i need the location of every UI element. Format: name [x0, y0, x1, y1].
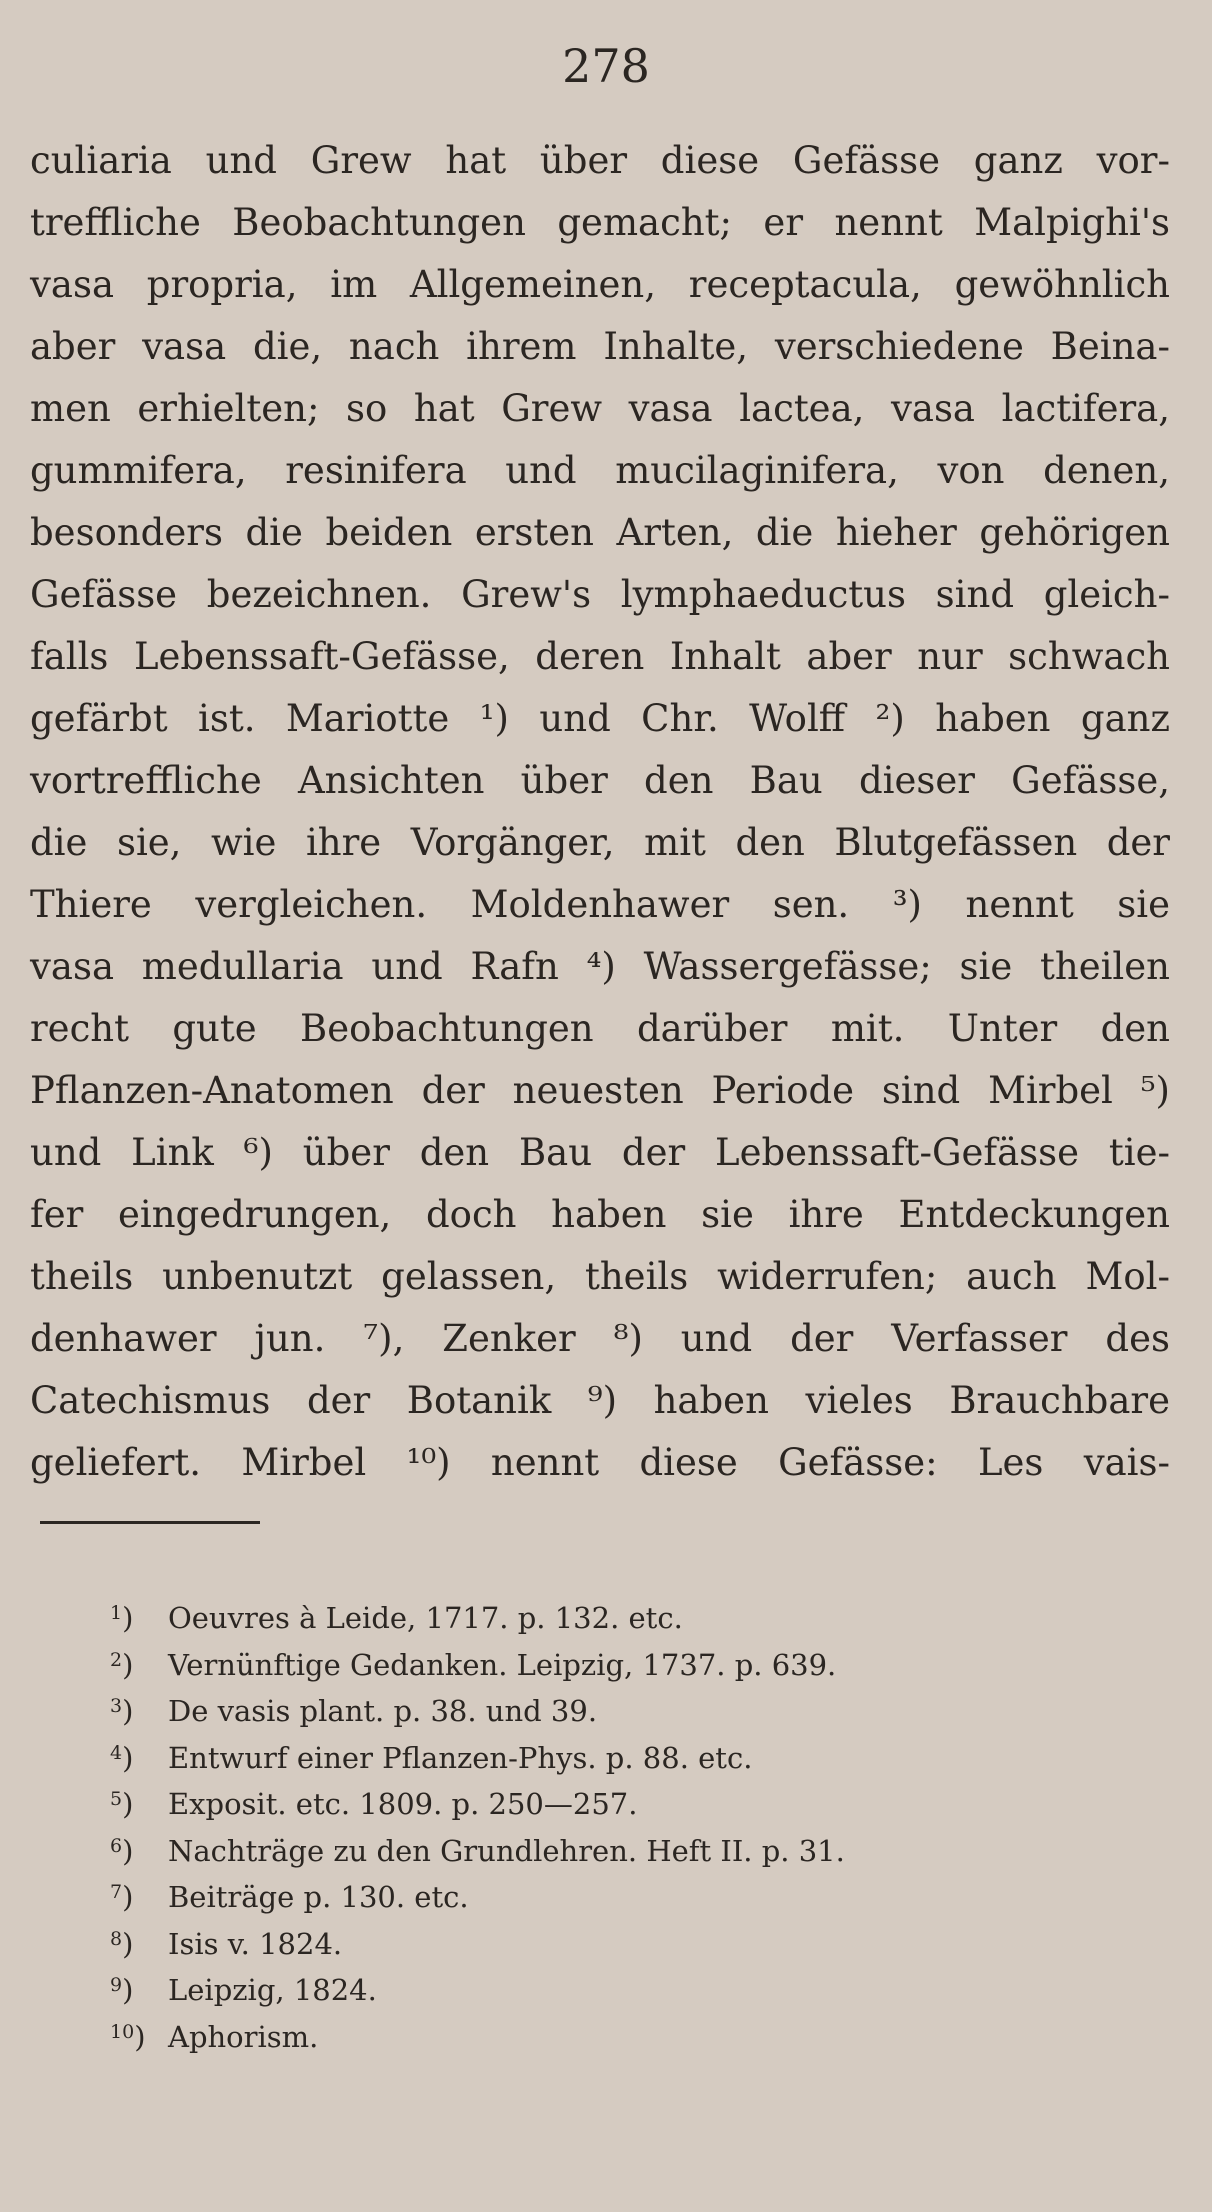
body-line: Gefässe bezeichnen. Grew's lymphaeductus sind gleich- [30, 573, 1170, 616]
footnote-marker: $^4$) [110, 1740, 134, 1775]
body-line: die sie, wie ihre Vorgänger, mit den Blutgefässen der [30, 821, 1170, 864]
footnote-text: Beiträge p. 130. etc. [168, 1880, 469, 1914]
body-line: recht gute Beobachtungen darüber mit. Unter den [30, 1007, 1170, 1050]
footnote-item [110, 1823, 1110, 1870]
body-line: gummifera, resinifera und mucilaginifera, von denen, [30, 449, 1170, 492]
body-line: geliefert. Mirbel ¹⁰) nennt diese Gefässe: Les vais- [30, 1441, 1170, 1484]
body-line: men erhielten; so hat Grew vasa lactea, vasa lactifera, [30, 387, 1170, 430]
footnote-item [110, 1776, 1110, 1823]
footnote-item [110, 1962, 1110, 2009]
footnote-marker: $^{10}$) [110, 2019, 146, 2054]
body-line: treffliche Beobachtungen gemacht; er nennt Malpighi's [30, 201, 1170, 244]
footnote-text: Exposit. etc. 1809. p. 250—257. [168, 1787, 638, 1821]
footnote-divider [40, 1521, 260, 1524]
body-line: gefärbt ist. Mariotte ¹) und Chr. Wolff ²) haben ganz [30, 697, 1170, 740]
footnote-text: Isis v. 1824. [168, 1926, 343, 1961]
body-line: fer eingedrungen, doch haben sie ihre Entdeckungen [30, 1193, 1170, 1236]
body-line: vortreffliche Ansichten über den Bau dieser Gefässe, [30, 759, 1170, 802]
body-line: Catechismus der Botanik ⁹) haben vieles Brauchbare [30, 1379, 1170, 1422]
footnote-marker: $^2$) [110, 1647, 134, 1682]
footnote-marker: $^9$) [110, 1973, 134, 2007]
footnote-marker: $^8$) [110, 1926, 134, 1961]
footnote-text: Nachträge zu den Grundlehren. Heft II. p. 31. [168, 1833, 845, 1868]
footnote-text: Oeuvres à Leide, 1717. p. 132. etc. [168, 1601, 683, 1635]
footnote-text: Vernünftige Gedanken. Leipzig, 1737. p. 639. [168, 1647, 837, 1682]
footnote-item [110, 1637, 1110, 1684]
footnote-item [110, 1590, 1110, 1637]
footnote-text: Aphorism. [168, 2019, 319, 2054]
body-line: denhawer jun. ⁷), Zenker ⁸) und der Verfasser des [30, 1317, 1170, 1360]
footnote-item [110, 1730, 1110, 1777]
body-line: besonders die beiden ersten Arten, die hieher gehörigen [30, 511, 1170, 554]
footnote-text: De vasis plant. p. 38. und 39. [168, 1694, 598, 1728]
footnote-marker: $^5$) [110, 1787, 134, 1821]
page-number: 278 [562, 39, 650, 93]
body-line: culiaria und Grew hat über diese Gefässe ganz vor- [30, 139, 1170, 182]
footnote-list [110, 1590, 1110, 2055]
body-text [30, 130, 1170, 1494]
footnote-item [110, 2009, 1110, 2056]
footnote-item [110, 1683, 1110, 1730]
footnote-text: Leipzig, 1824. [168, 1973, 377, 2007]
footnote-item [110, 1916, 1110, 1963]
footnote-item [110, 1869, 1110, 1916]
body-line: theils unbenutzt gelassen, theils widerrufen; auch Mol- [30, 1255, 1170, 1298]
body-line: Thiere vergleichen. Moldenhawer sen. ³) nennt sie [30, 883, 1170, 926]
body-line: aber vasa die, nach ihrem Inhalte, verschiedene Beina- [30, 325, 1170, 368]
footnote-marker: $^7$) [110, 1880, 134, 1914]
footnote-marker: $^6$) [110, 1833, 134, 1868]
footnote-marker: $^3$) [110, 1694, 134, 1728]
body-line: und Link ⁶) über den Bau der Lebenssaft-Gefässe tie- [30, 1131, 1170, 1174]
body-line: Pflanzen-Anatomen der neuesten Periode sind Mirbel ⁵) [30, 1069, 1170, 1112]
body-line: vasa medullaria und Rafn ⁴) Wassergefässe; sie theilen [30, 945, 1170, 988]
body-line: vasa propria, im Allgemeinen, receptacula, gewöhnlich [30, 263, 1170, 306]
body-line: falls Lebenssaft-Gefässe, deren Inhalt aber nur schwach [30, 635, 1170, 678]
footnote-marker: $^1$) [110, 1601, 134, 1635]
footnote-text: Entwurf einer Pflanzen-Phys. p. 88. etc. [168, 1740, 753, 1775]
